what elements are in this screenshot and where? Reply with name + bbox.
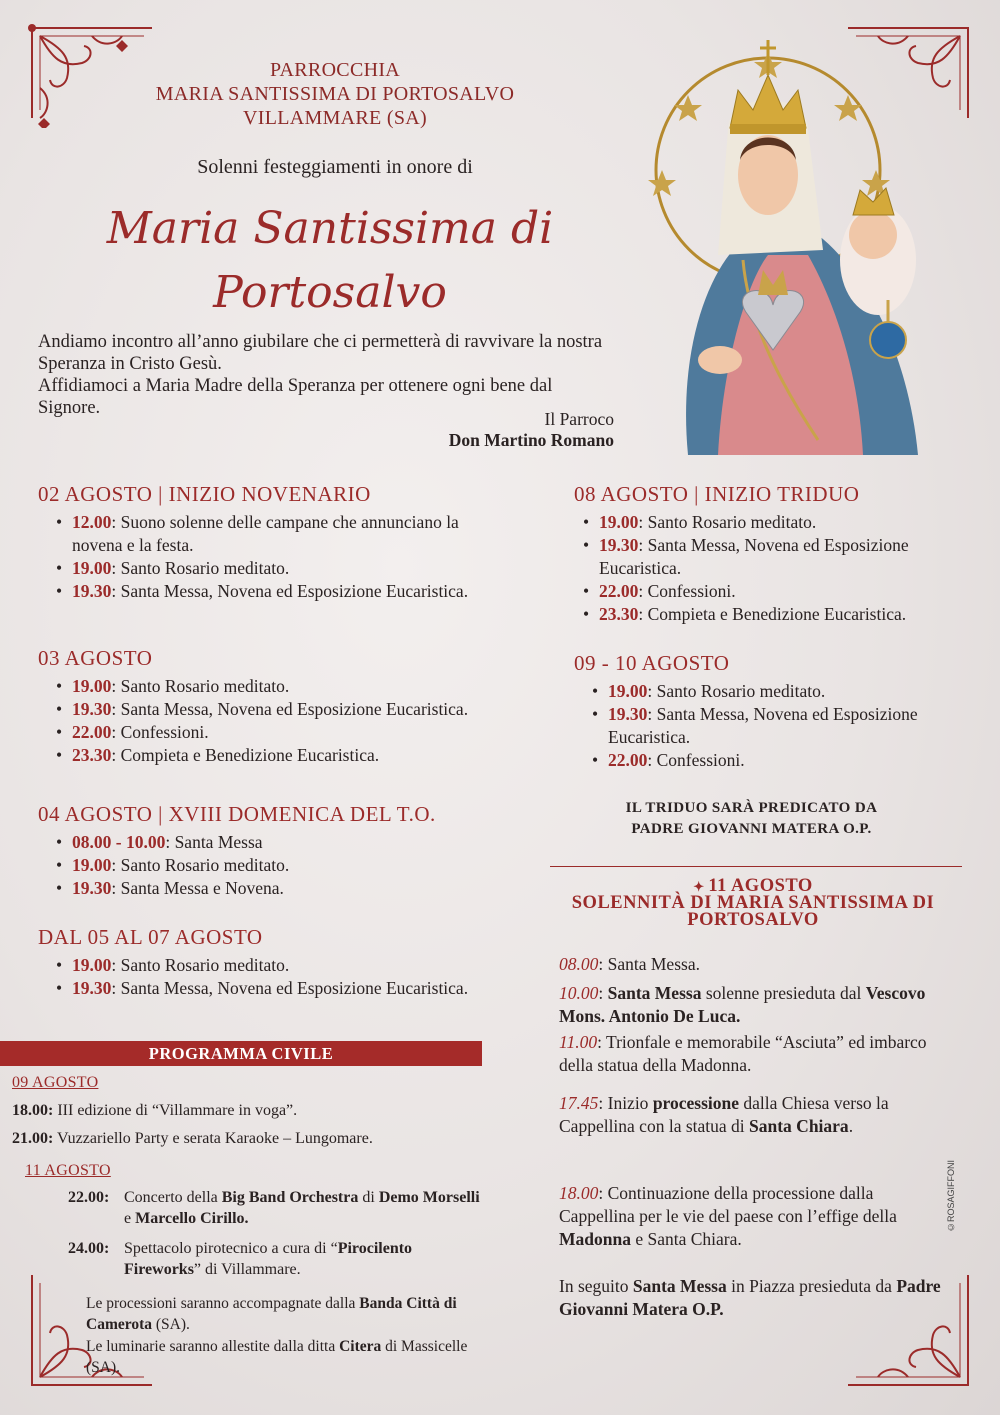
event-text: : Compieta e Benedizione Eucaristica. xyxy=(638,604,907,624)
event-time: 19.00 xyxy=(599,512,639,532)
event-time: 19.30 xyxy=(72,878,112,898)
event-text: . xyxy=(848,1116,854,1136)
section-heading: 04 AGOSTO | XVIII DOMENICA DEL T.O. xyxy=(38,802,436,826)
event-text: solenne presieduta dal xyxy=(701,983,866,1003)
list-item xyxy=(608,749,984,772)
event-time: 12.00 xyxy=(72,512,112,532)
event-time: 19.30 xyxy=(608,704,648,724)
intro-text xyxy=(38,331,616,419)
event-text: : Confessioni. xyxy=(111,722,209,742)
event-text: : Santo Rosario meditato. xyxy=(638,512,817,532)
photo-credit: ©ROSAGIFFONI xyxy=(946,1160,956,1233)
schedule-03-agosto xyxy=(38,646,508,767)
list-item xyxy=(72,675,508,698)
civile-date-09: 09 AGOSTO xyxy=(12,1074,99,1091)
event-time: 19.00 xyxy=(608,681,648,701)
event-text: : Santo Rosario meditato. xyxy=(647,681,826,701)
event-time: 19.00 xyxy=(72,558,112,578)
event-text-bold: Madonna xyxy=(559,1229,631,1249)
title-line-1: Maria Santissima di xyxy=(106,203,554,254)
signature-role: Il Parroco xyxy=(544,409,614,429)
solennita-item xyxy=(559,1031,959,1077)
event-time: 17.45 xyxy=(559,1093,599,1113)
section-heading: 08 AGOSTO | INIZIO TRIDUO xyxy=(574,482,860,506)
event-time: 18.00: xyxy=(12,1102,54,1119)
event-time: 23.30 xyxy=(599,604,639,624)
event-time: 24.00: xyxy=(68,1240,110,1257)
event-text-bold: Santa Messa xyxy=(632,1276,727,1296)
event-time: 22.00 xyxy=(608,750,648,770)
header-line-1: PARROCCHIA xyxy=(269,59,401,81)
event-text: : Santa Messa, Novena ed Esposizione Eucaristica. xyxy=(111,699,469,719)
event-text: : Santo Rosario meditato. xyxy=(111,955,290,975)
list-item xyxy=(72,854,508,877)
event-text: : Santo Rosario meditato. xyxy=(111,855,290,875)
event-text: : Santa Messa. xyxy=(598,954,700,974)
event-text: : Confessioni. xyxy=(638,581,736,601)
list-item xyxy=(608,703,984,749)
event-time: 22.00 xyxy=(599,581,639,601)
event-text-bold: processione xyxy=(652,1093,740,1113)
civile-event xyxy=(68,1187,488,1229)
solennita-title-1: SOLENNITÀ DI MARIA SANTISSIMA DI xyxy=(571,893,935,913)
solennita-final xyxy=(559,1275,954,1321)
parish-header xyxy=(100,58,570,130)
event-time: 23.30 xyxy=(72,745,112,765)
event-text: : Santo Rosario meditato. xyxy=(111,676,290,696)
note-luminarie xyxy=(86,1336,496,1378)
event-text: : Continuazione della processione dalla Cappellina per le vie del paese con l’effige della xyxy=(559,1183,897,1226)
event-text-bold: Big Band Orchestra xyxy=(221,1189,359,1206)
event-text-bold: Marcello Cirillo. xyxy=(135,1210,249,1227)
civile-event xyxy=(68,1238,488,1280)
note-text: Le luminarie saranno allestite dalla ditta xyxy=(86,1338,340,1355)
event-time: 19.30 xyxy=(72,581,112,601)
note-text: di Massicelle (SA). xyxy=(86,1338,468,1376)
note-banda xyxy=(86,1293,496,1335)
divider xyxy=(550,866,962,867)
event-text: e xyxy=(124,1210,136,1227)
event-text: : Santa Messa, Novena ed Esposizione Eucaristica. xyxy=(111,581,469,601)
section-heading: 02 AGOSTO | INIZIO NOVENARIO xyxy=(38,482,371,506)
intro-paragraph-1: Andiamo incontro all’anno giubilare che ci permetterà di ravvivare la nostra Speranza in Cristo Gesù. xyxy=(38,332,603,374)
list-item xyxy=(72,954,508,977)
section-heading: 09 - 10 AGOSTO xyxy=(574,651,730,675)
cross-icon: ✦ xyxy=(693,879,709,894)
list-item xyxy=(72,831,508,854)
signature-name: Don Martino Romano xyxy=(448,430,614,450)
event-text: : Confessioni. xyxy=(647,750,745,770)
event-text: : Suono solenne delle campane che annunciano la novena e la festa. xyxy=(72,512,459,555)
event-time: 19.30 xyxy=(599,535,639,555)
solennita-heading xyxy=(548,878,958,929)
event-text: : Inizio xyxy=(598,1093,653,1113)
solennita-item xyxy=(559,1182,931,1251)
list-item xyxy=(72,580,508,603)
madonna-statue-image xyxy=(648,20,968,455)
event-text-bold: Vescovo Mons. Antonio De Luca. xyxy=(559,983,926,1026)
event-time: 11.00 xyxy=(559,1032,598,1052)
event-text-bold: Demo Morselli xyxy=(378,1189,480,1206)
event-text: : xyxy=(598,983,608,1003)
subtitle: Solenni festeggiamenti in onore di xyxy=(197,156,473,178)
event-text: dalla Chiesa verso la Cappellina con la statua di xyxy=(559,1093,889,1136)
title-line-2: Portosalvo xyxy=(213,267,447,318)
triduo-line-2: PADRE GIOVANNI MATERA O.P. xyxy=(631,821,872,837)
solennita-item xyxy=(559,982,959,1028)
event-time: 08.00 - 10.00 xyxy=(72,832,166,852)
triduo-line-1: IL TRIDUO SARÀ PREDICATO DA xyxy=(625,800,878,816)
event-text: di xyxy=(358,1189,379,1206)
intro-paragraph-2: Affidiamoci a Maria Madre della Speranza per ottenere ogni bene dal Signore. xyxy=(38,376,553,418)
note-text: Le processioni saranno accompagnate dalla xyxy=(86,1295,360,1312)
event-time: 19.00 xyxy=(72,855,112,875)
list-item xyxy=(599,603,984,626)
note-text: (SA). xyxy=(152,1316,190,1333)
event-text: ” di Villammare. xyxy=(193,1261,301,1278)
event-text: Concerto della xyxy=(124,1189,222,1206)
header-line-3: VILLAMMARE (SA) xyxy=(243,107,427,129)
triduo-note xyxy=(574,798,929,840)
event-text: : Compieta e Benedizione Eucaristica. xyxy=(111,745,380,765)
list-item xyxy=(72,721,508,744)
event-text: : Santo Rosario meditato. xyxy=(111,558,290,578)
event-text: Spettacolo pirotecnico a cura di “ xyxy=(124,1240,338,1257)
list-item xyxy=(599,511,984,534)
section-heading: 03 AGOSTO xyxy=(38,646,153,670)
civile-event xyxy=(12,1128,373,1149)
note-text-bold: Citera xyxy=(339,1338,382,1355)
event-text: III edizione di “Villammare in voga”. xyxy=(53,1102,298,1119)
list-item xyxy=(72,511,508,557)
schedule-05-07-agosto xyxy=(38,925,508,1000)
header-line-2: MARIA SANTISSIMA DI PORTOSALVO xyxy=(155,83,515,105)
solennita-item xyxy=(559,1092,959,1138)
schedule-09-10-agosto xyxy=(574,651,984,772)
event-text: : Santa Messa, Novena ed Esposizione Eucaristica. xyxy=(608,704,918,747)
note-text-bold: Banda Città di Camerota xyxy=(86,1295,457,1333)
schedule-08-agosto xyxy=(574,482,984,626)
event-text: : Trionfale e memorabile “Asciuta” ed imbarco della statua della Madonna. xyxy=(559,1032,927,1075)
event-time: 08.00 xyxy=(559,954,599,974)
solennita-item xyxy=(559,953,959,976)
event-text-bold: Pirocilento Fireworks xyxy=(124,1240,413,1278)
event-text: Vuzzariello Party e serata Karaoke – Lungomare. xyxy=(53,1130,373,1147)
schedule-04-agosto xyxy=(38,802,508,900)
event-text: In seguito xyxy=(559,1276,633,1296)
event-time: 21.00: xyxy=(12,1130,54,1147)
list-item xyxy=(599,534,984,580)
event-time: 22.00: xyxy=(68,1189,110,1206)
event-time: 19.00 xyxy=(72,676,112,696)
event-text: : Santa Messa xyxy=(165,832,263,852)
event-time: 10.00 xyxy=(559,983,599,1003)
event-text: : Santa Messa, Novena ed Esposizione Eucaristica. xyxy=(599,535,909,578)
list-item xyxy=(72,877,508,900)
civile-date-11: 11 AGOSTO xyxy=(25,1162,111,1179)
section-heading: DAL 05 AL 07 AGOSTO xyxy=(38,925,263,949)
list-item xyxy=(72,698,508,721)
event-text: : Santa Messa, Novena ed Esposizione Eucaristica. xyxy=(111,978,469,998)
event-time: 19.30 xyxy=(72,699,112,719)
solennita-title-2: PORTOSALVO xyxy=(687,910,819,930)
event-time: 19.00 xyxy=(72,955,112,975)
schedule-02-agosto xyxy=(38,482,508,603)
list-item xyxy=(599,580,984,603)
list-item xyxy=(72,744,508,767)
event-time: 18.00 xyxy=(559,1183,599,1203)
event-text-bold: Padre Giovanni Matera O.P. xyxy=(559,1276,941,1319)
list-item xyxy=(72,557,508,580)
event-text: e Santa Chiara. xyxy=(630,1229,742,1249)
event-text-bold: Santa Chiara xyxy=(749,1116,849,1136)
list-item xyxy=(72,977,508,1000)
programma-civile-banner: PROGRAMMA CIVILE xyxy=(0,1041,482,1066)
event-text: : Santa Messa e Novena. xyxy=(111,878,284,898)
event-time: 19.30 xyxy=(72,978,112,998)
event-text-bold: Santa Messa xyxy=(607,983,702,1003)
list-item xyxy=(608,680,984,703)
civile-event xyxy=(12,1100,297,1121)
event-time: 22.00 xyxy=(72,722,112,742)
solennita-date: 11 AGOSTO xyxy=(708,876,813,896)
event-text: in Piazza presieduta da xyxy=(726,1276,897,1296)
